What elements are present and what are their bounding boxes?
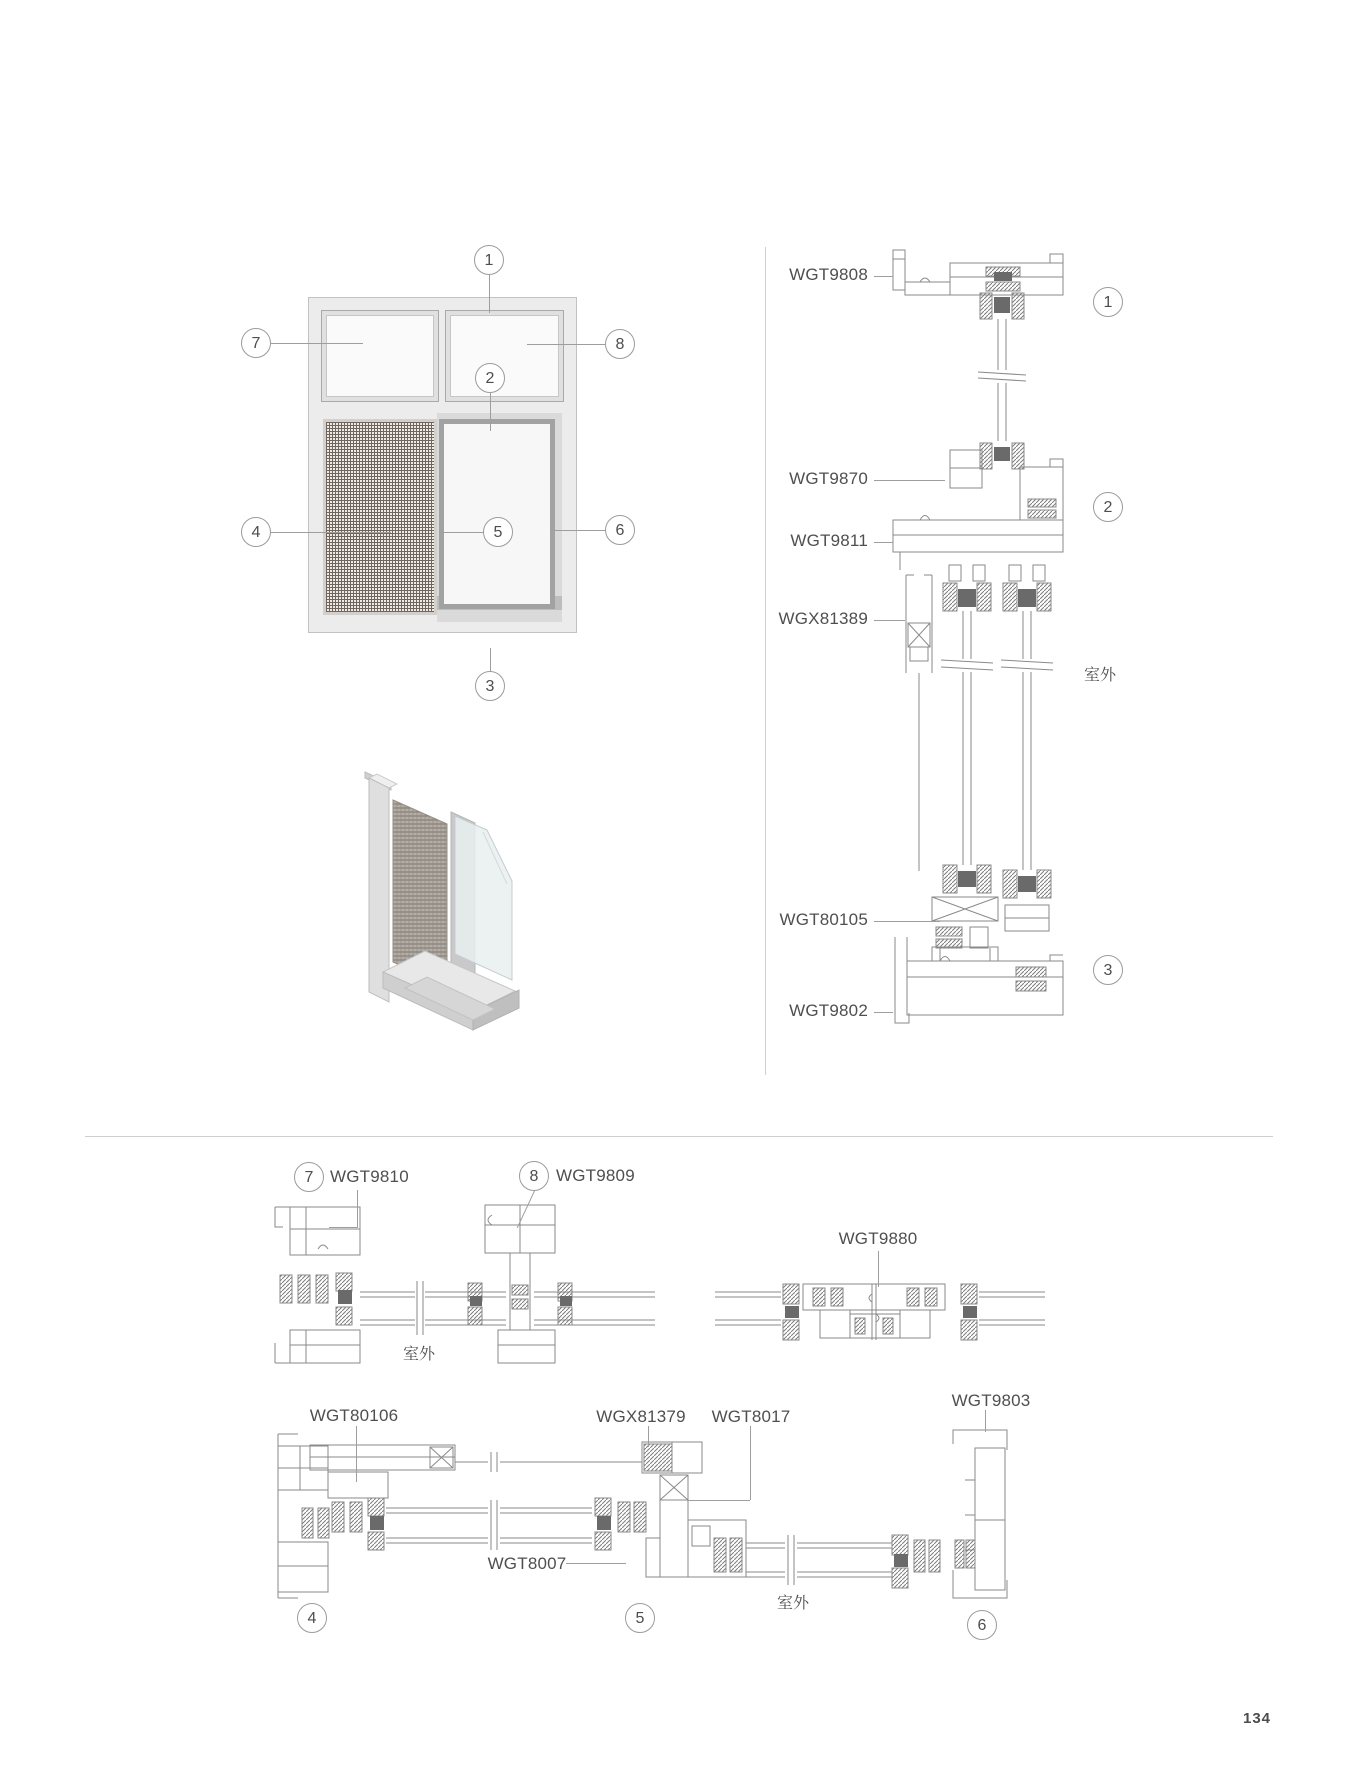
section-callout-5: 5 bbox=[625, 1603, 655, 1633]
elevation-callout-2: 2 bbox=[475, 363, 505, 393]
leader-line bbox=[357, 1190, 358, 1228]
part-label-meeting-stile: WGT9880 bbox=[838, 1229, 918, 1248]
part-label-sill: WGT9802 bbox=[789, 1001, 868, 1020]
section-callout-4: 4 bbox=[297, 1603, 327, 1633]
section-callout-7: 7 bbox=[294, 1162, 324, 1192]
isometric-corner-render bbox=[355, 750, 530, 1040]
part-label-mullion: WGT9809 bbox=[556, 1166, 635, 1185]
leader-line bbox=[648, 1426, 649, 1447]
part-label-frame-jamb: WGT9803 bbox=[951, 1391, 1031, 1410]
leader-line bbox=[874, 276, 893, 277]
elevation-callout-3: 3 bbox=[475, 671, 505, 701]
leader-line bbox=[687, 1500, 750, 1501]
leader-line bbox=[874, 542, 893, 543]
leader-line bbox=[985, 1410, 986, 1432]
vertical-divider bbox=[765, 247, 766, 1075]
part-label-transom-clip: WGT9870 bbox=[789, 469, 868, 488]
fixed-panel-top-left bbox=[321, 310, 439, 402]
part-label-head-profile: WGT9808 bbox=[789, 265, 868, 284]
elevation-callout-7: 7 bbox=[241, 328, 271, 358]
section-callout-6: 6 bbox=[967, 1610, 997, 1640]
section-callout-1: 1 bbox=[1093, 287, 1123, 317]
horizontal-section-top-drawing bbox=[270, 1195, 660, 1370]
leader-line bbox=[489, 275, 490, 313]
insect-screen-panel bbox=[323, 419, 437, 615]
part-label-jamb: WGT9810 bbox=[330, 1167, 409, 1186]
window-elevation-diagram bbox=[308, 297, 577, 633]
horizontal-section-bottom-drawing bbox=[270, 1420, 1015, 1610]
part-label-sash-bottom: WGT8007 bbox=[487, 1554, 567, 1573]
elevation-callout-4: 4 bbox=[241, 517, 271, 547]
leader-line bbox=[874, 921, 940, 922]
elevation-callout-5: 5 bbox=[483, 517, 513, 547]
part-label-bottom-interlock: WGT80105 bbox=[779, 910, 868, 929]
outdoor-label-top: 室外 bbox=[403, 1346, 436, 1363]
leader-line bbox=[874, 1012, 893, 1013]
leader-line bbox=[550, 530, 606, 531]
outdoor-label-bottom: 室外 bbox=[777, 1595, 810, 1612]
leader-line bbox=[271, 343, 363, 344]
leader-line bbox=[356, 1426, 357, 1482]
part-label-transom: WGT9811 bbox=[790, 531, 868, 550]
part-label-interlock: WGT8017 bbox=[711, 1407, 791, 1426]
glass-pane bbox=[326, 315, 434, 397]
part-label-screen-channel: WGX81389 bbox=[778, 609, 868, 628]
elevation-callout-1: 1 bbox=[474, 245, 504, 275]
elevation-callout-8: 8 bbox=[605, 329, 635, 359]
leader-line bbox=[490, 648, 491, 672]
section-callout-3: 3 bbox=[1093, 955, 1123, 985]
leader-line bbox=[440, 532, 484, 533]
leader-line bbox=[527, 344, 605, 345]
leader-line bbox=[329, 1227, 357, 1228]
leader-line bbox=[874, 620, 905, 621]
outdoor-label-vertical: 室外 bbox=[1084, 667, 1117, 684]
section-callout-8: 8 bbox=[519, 1161, 549, 1191]
horizontal-divider bbox=[85, 1136, 1273, 1137]
part-label-track-cap: WGT80106 bbox=[309, 1406, 399, 1425]
meeting-stile-section-drawing bbox=[715, 1280, 1045, 1345]
elevation-callout-6: 6 bbox=[605, 515, 635, 545]
leader-line bbox=[750, 1426, 751, 1500]
leader-line bbox=[878, 1251, 879, 1287]
section-callout-2: 2 bbox=[1093, 492, 1123, 522]
page-number: 134 bbox=[1243, 1710, 1272, 1727]
leader-line bbox=[271, 532, 391, 533]
glass-pane bbox=[450, 315, 559, 397]
part-label-screen-frame: WGX81379 bbox=[596, 1407, 686, 1426]
sliding-sash-panel bbox=[439, 419, 555, 609]
leader-line bbox=[874, 480, 945, 481]
leader-line bbox=[490, 393, 491, 431]
leader-line bbox=[566, 1563, 626, 1564]
fixed-panel-top-right bbox=[445, 310, 564, 402]
